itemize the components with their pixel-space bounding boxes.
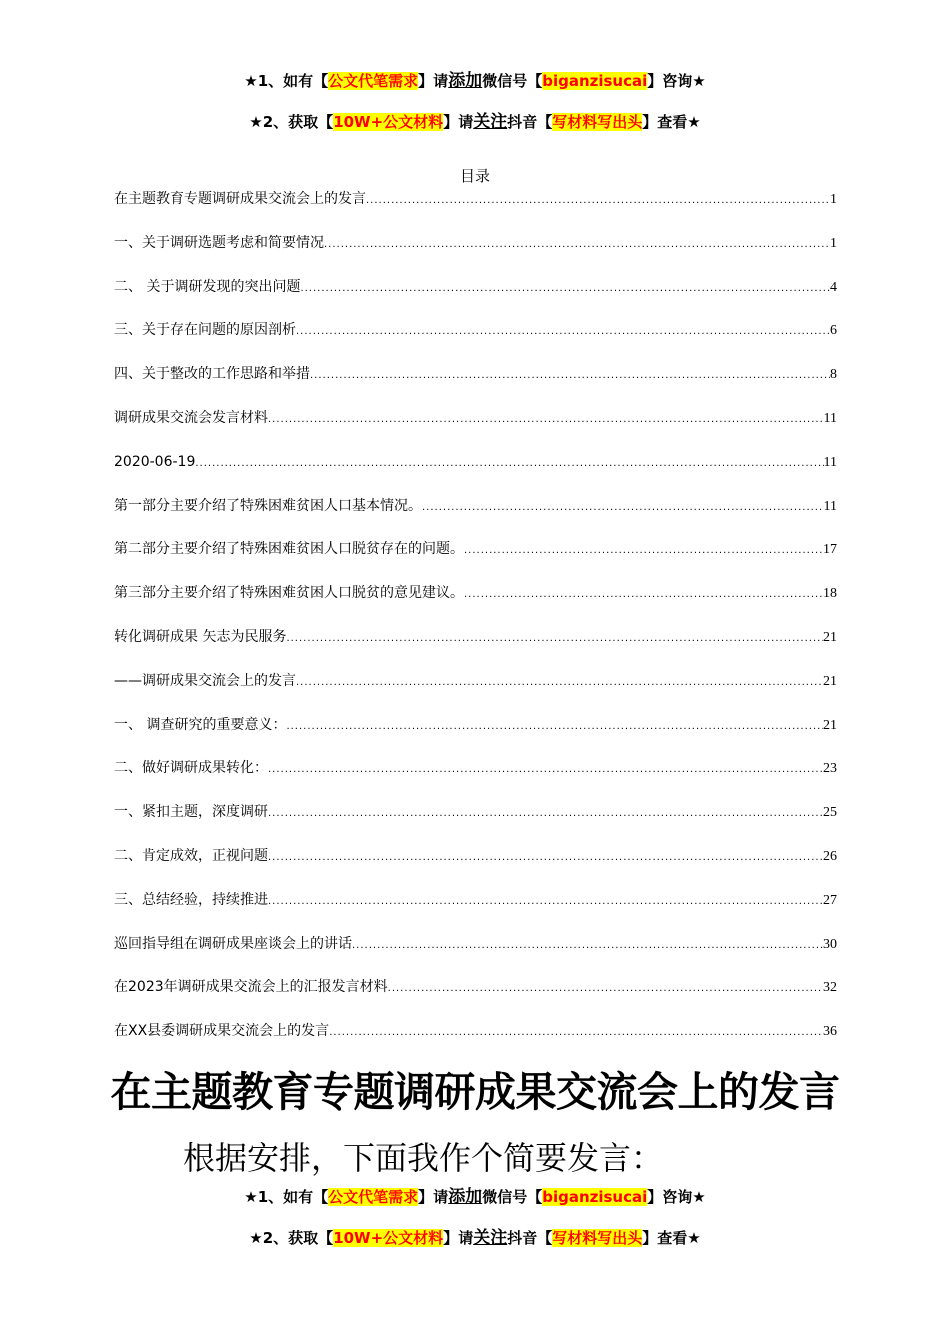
toc-item-text: 四、关于整改的工作思路和举措 — [114, 366, 310, 383]
toc-leader-dots — [296, 673, 823, 693]
toc-leader-dots — [310, 366, 830, 386]
toc-leader-dots — [268, 892, 823, 912]
toc-page-number: 21 — [823, 629, 837, 645]
toc-page-number: 1 — [830, 235, 837, 251]
toc-page-number: 36 — [823, 1024, 837, 1040]
emphasis-add: 添加 — [448, 1187, 483, 1207]
toc-item-text: 二、 关于调研发现的突出问题 — [114, 278, 301, 295]
intro-paragraph: 根据安排，下面我作个简要发言： — [183, 1139, 664, 1177]
toc-item[interactable] — [114, 539, 837, 583]
toc-item-text: 调研成果交流会发言材料 — [114, 409, 268, 426]
toc-item-text: 第一部分主要介绍了特殊困难贫困人口基本情况。 — [114, 497, 422, 514]
toc-item[interactable] — [114, 408, 837, 452]
toc-page-number: 26 — [823, 848, 837, 864]
toc-item-text: 在主题教育专题调研成果交流会上的发言 — [114, 191, 366, 207]
toc-item[interactable] — [114, 233, 837, 277]
toc-item-text: 转化调研成果 矢志为民服务 — [114, 628, 287, 645]
toc-item-text: 第三部分主要介绍了特殊困难贫困人口脱贫的意见建议。 — [114, 585, 464, 602]
toc-item[interactable] — [114, 934, 837, 978]
highlight-douyin: 写材料写出头 — [552, 113, 643, 131]
toc-leader-dots — [286, 629, 823, 649]
emphasis-follow: 关注 — [473, 1228, 508, 1248]
promo-banner-line-1: ★1、如有【公文代笔需求】请添加微信号【biganzisucai】咨询★ — [244, 71, 706, 91]
toc-leader-dots — [422, 498, 824, 518]
highlight-douyin: 写材料写出头 — [552, 1229, 643, 1247]
toc-item-text: 三、关于存在问题的原因剖析 — [114, 322, 296, 339]
toc-item[interactable] — [114, 671, 837, 715]
toc-item[interactable] — [114, 320, 837, 364]
toc-item-text: 第二部分主要介绍了特殊困难贫困人口脱贫存在的问题。 — [114, 541, 464, 558]
toc-item[interactable] — [114, 189, 837, 233]
highlight-service: 公文代笔需求 — [328, 72, 419, 90]
promo-banner-line-4: ★2、获取【10W+公文材料】请关注抖音【写材料写出头】查看★ — [249, 1228, 701, 1248]
toc-page-number: 27 — [823, 892, 837, 908]
toc-item[interactable] — [114, 364, 837, 408]
toc-leader-dots — [464, 585, 823, 605]
toc-page-number: 1 — [830, 192, 837, 207]
toc-page-number: 25 — [823, 805, 837, 821]
toc-item[interactable] — [114, 758, 837, 802]
toc-leader-dots — [366, 191, 830, 211]
toc-leader-dots — [352, 936, 823, 956]
toc-leader-dots — [268, 804, 823, 824]
toc-leader-dots — [329, 1023, 823, 1043]
highlight-wechat-id: biganzisucai — [542, 1188, 648, 1206]
toc-page-number: 23 — [823, 761, 837, 777]
promo-banner-line-3: ★1、如有【公文代笔需求】请添加微信号【biganzisucai】咨询★ — [244, 1187, 706, 1207]
toc-page-number: 11 — [823, 410, 837, 426]
toc-leader-dots — [296, 322, 830, 342]
toc-page-number: 30 — [823, 936, 837, 952]
promo-banner-line-2: ★2、获取【10W+公文材料】请关注抖音【写材料写出头】查看★ — [249, 112, 701, 132]
toc-item[interactable] — [114, 452, 837, 496]
toc-item-text: 2020-06-19 — [114, 453, 196, 470]
toc-page-number: 17 — [823, 542, 837, 558]
toc-leader-dots — [388, 979, 823, 999]
toc-page-number: 11 — [823, 454, 837, 470]
toc-item[interactable] — [114, 802, 837, 846]
highlight-materials: 10W+公文材料 — [333, 1229, 444, 1247]
toc-item-text: 巡回指导组在调研成果座谈会上的讲话 — [114, 935, 352, 952]
toc-leader-dots — [324, 235, 830, 255]
toc-leader-dots — [268, 848, 823, 868]
toc-leader-dots — [300, 279, 830, 299]
toc-leader-dots — [464, 541, 823, 561]
toc-leader-dots — [268, 410, 824, 430]
highlight-service: 公文代笔需求 — [328, 1188, 419, 1206]
toc-page-number: 21 — [823, 673, 837, 689]
toc-item[interactable] — [114, 846, 837, 890]
toc-page-number: 11 — [823, 498, 837, 514]
highlight-materials: 10W+公文材料 — [333, 113, 444, 131]
toc-item[interactable] — [114, 890, 837, 934]
document-heading: 在主题教育专题调研成果交流会上的发言 — [110, 1068, 840, 1116]
table-of-contents — [114, 189, 837, 1065]
toc-item[interactable] — [114, 627, 837, 671]
toc-item[interactable] — [114, 1021, 837, 1065]
toc-item-text: 一、关于调研选题考虑和简要情况 — [114, 234, 324, 251]
toc-item-text: 二、肯定成效，正视问题 — [114, 847, 268, 864]
toc-title: 目录 — [459, 167, 490, 185]
toc-item[interactable] — [114, 583, 837, 627]
toc-page-number: 21 — [823, 717, 837, 733]
toc-item-text: 在XX县委调研成果交流会上的发言 — [114, 1023, 330, 1040]
toc-item-text: 一、 调查研究的重要意义： — [114, 716, 287, 733]
toc-item[interactable] — [114, 277, 837, 321]
toc-leader-dots — [268, 760, 823, 780]
toc-leader-dots — [195, 454, 823, 474]
toc-page-number: 6 — [830, 323, 837, 339]
toc-item-text: 二、做好调研成果转化： — [114, 760, 268, 777]
emphasis-add: 添加 — [448, 71, 483, 91]
toc-page-number: 18 — [823, 586, 837, 602]
toc-item[interactable] — [114, 496, 837, 540]
toc-item[interactable] — [114, 977, 837, 1021]
toc-page-number: 32 — [823, 980, 837, 996]
toc-page-number: 4 — [830, 279, 837, 295]
highlight-wechat-id: biganzisucai — [542, 72, 648, 90]
toc-page-number: 8 — [830, 367, 837, 383]
toc-item-text: ——调研成果交流会上的发言 — [114, 672, 296, 689]
toc-item-text: 三、总结经验，持续推进 — [114, 891, 268, 908]
emphasis-follow: 关注 — [473, 112, 508, 132]
toc-item-text: 一、紧扣主题，深度调研 — [114, 804, 268, 821]
toc-item-text: 在2023年调研成果交流会上的汇报发言材料 — [114, 979, 388, 996]
toc-item[interactable] — [114, 715, 837, 759]
toc-leader-dots — [286, 717, 823, 737]
